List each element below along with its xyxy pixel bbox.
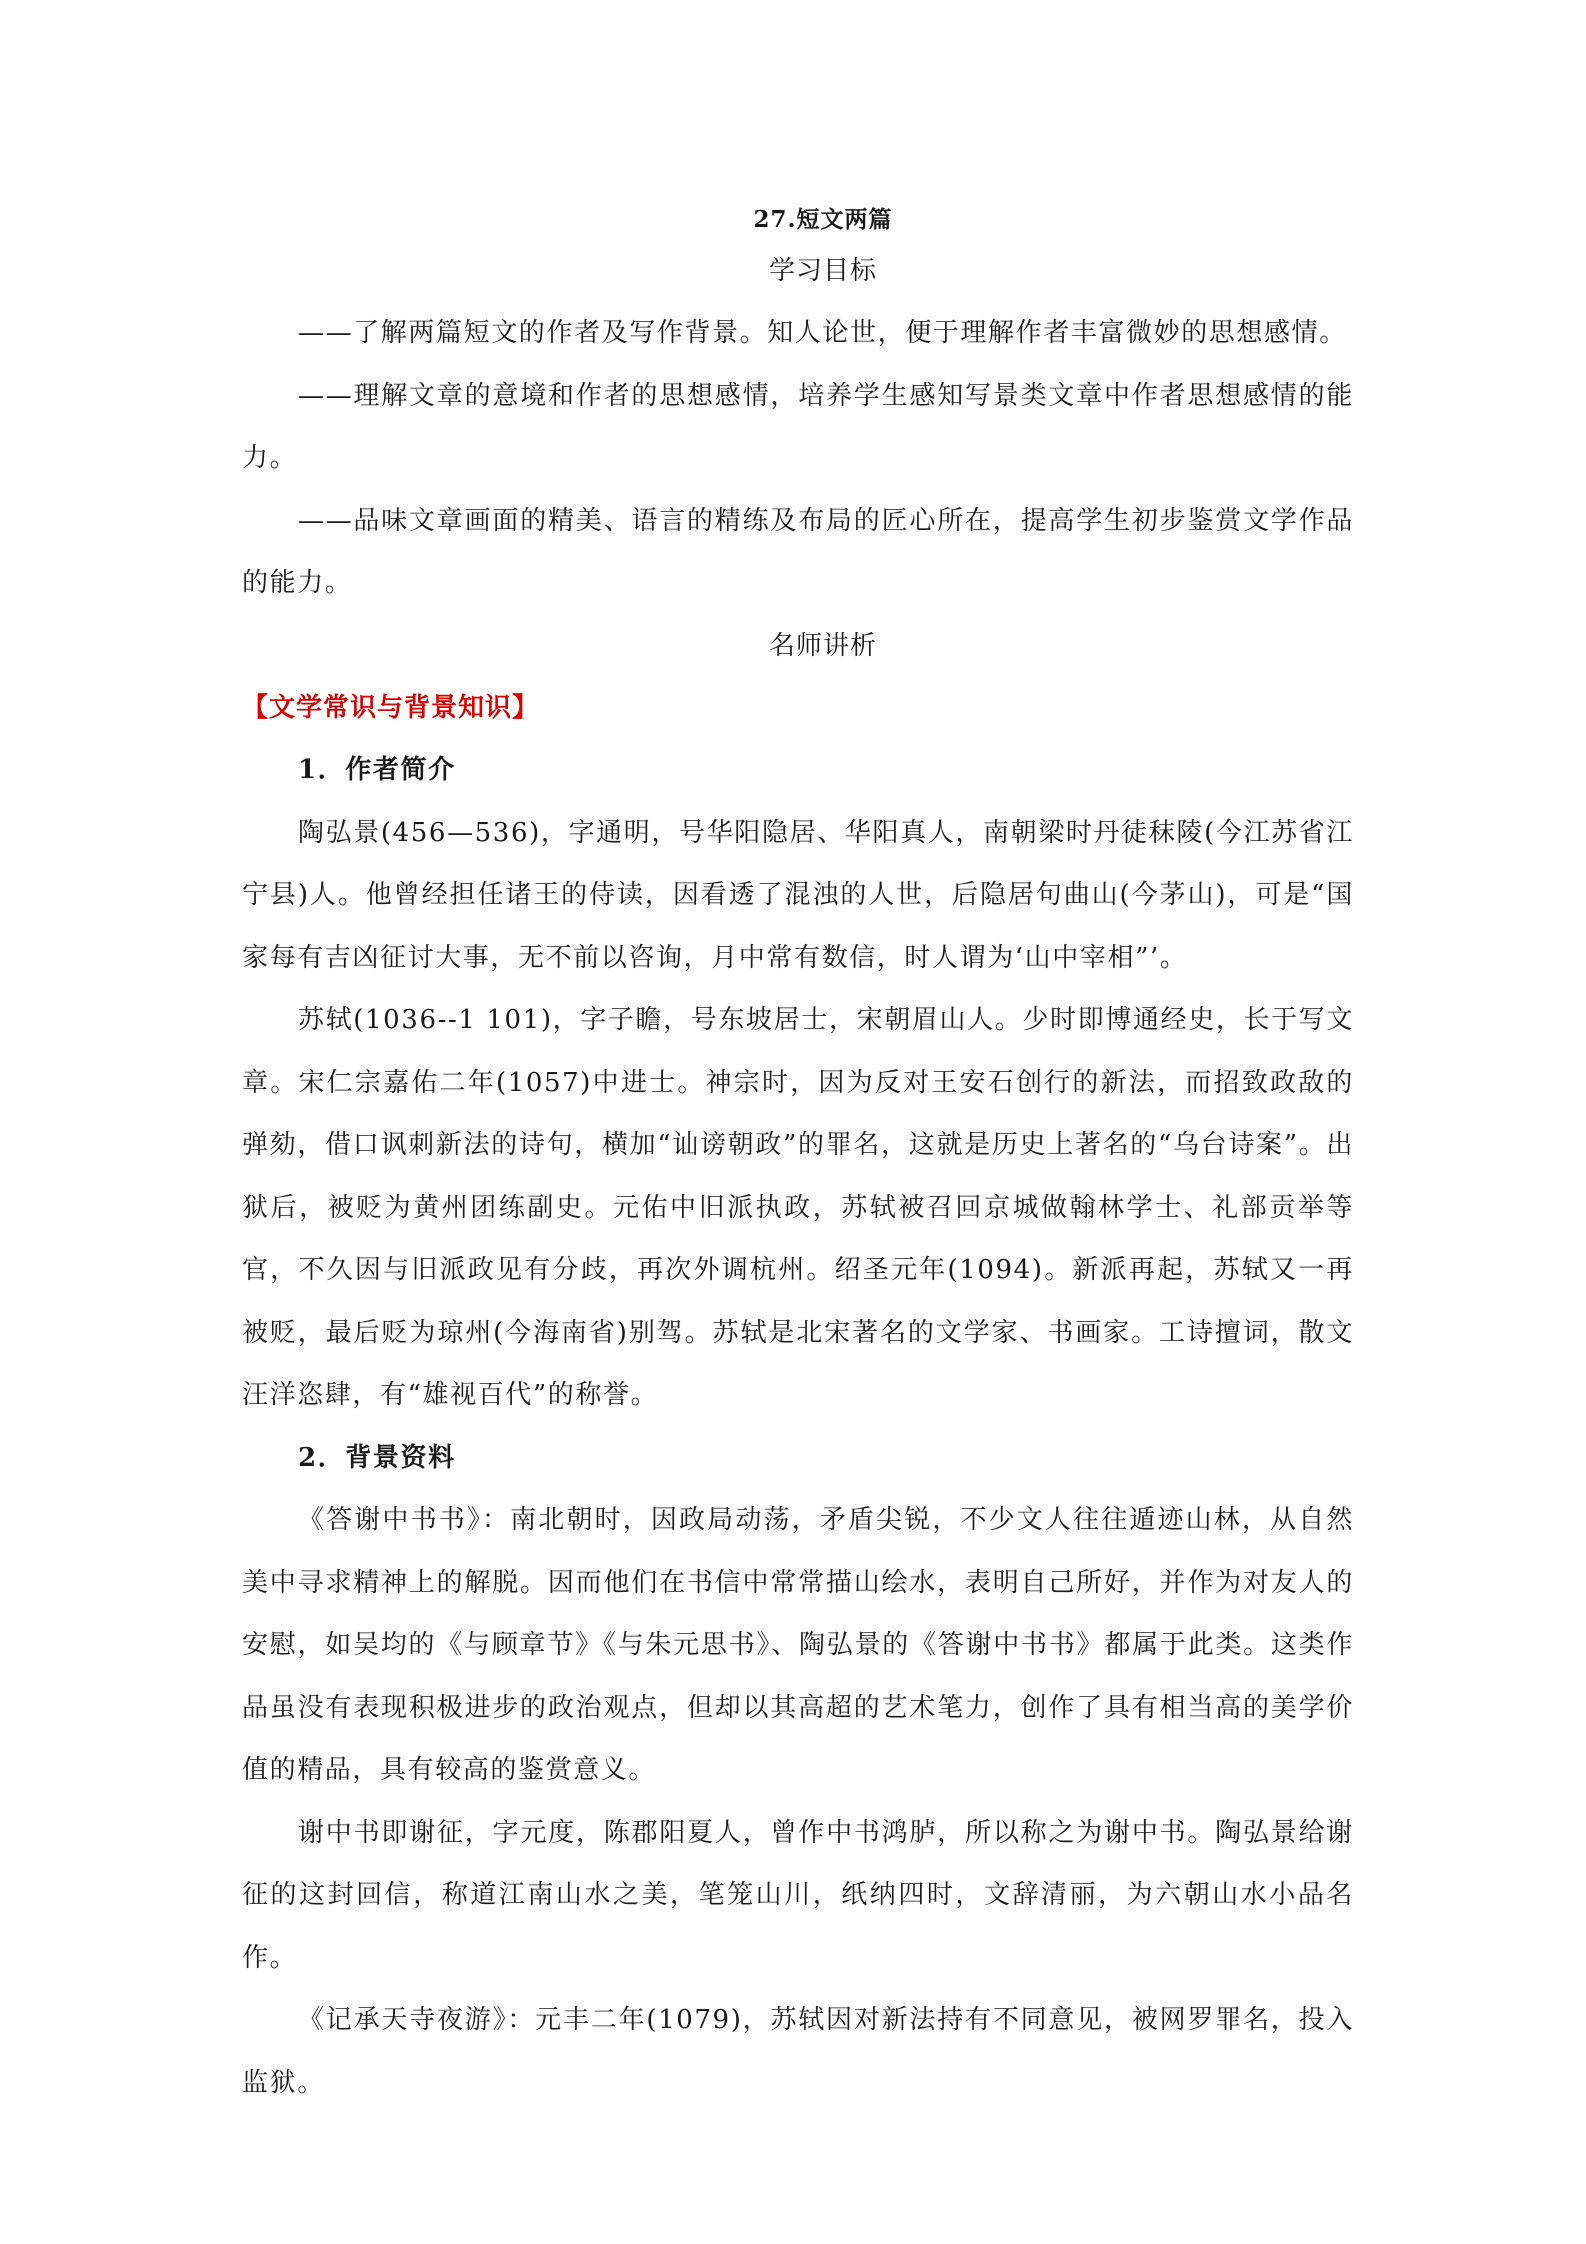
objectives-heading: 学习目标	[768, 256, 877, 286]
objective-item-3: ——品味文章画面的精美、语言的精练及布局的匠心所在，提高学生初步鉴赏文学作品的能力。	[242, 505, 1354, 598]
objective-item-1: ——了解两篇短文的作者及写作背景。知人论世，便于理解作者丰富微妙的思想感情。	[298, 318, 1347, 348]
author-paragraph-su: 苏轼(1036--1 101)，字子瞻，号东坡居士，宋朝眉山人。少时即博通经史，长于写文章。宋仁宗嘉佑二年(1057)中进士。神宗时，因为反对王安石创行的新法，而招致政敌的弹劾，借口讽刺新法的诗句，横加“讪谤朝政”的罪名，这就是历史上著名的“乌台诗案”。出狱后，被贬为黄州团练副史。元佑中旧派执政，苏轼被召回京城做翰林学士、礼部贡举等官，不久因与旧派政见有分歧，再次外调杭州。绍圣元年(1094)。新派再起，苏轼又一再被贬，最后贬为琼州(今海南省)别驾。苏轼是北宋著名的文学家、书画家。工诗擅词，散文汪洋恣肆，有“雄视百代”的称誉。	[242, 1005, 1354, 1410]
section-label: 【文学常识与背景知识】	[242, 692, 540, 723]
background-paragraph-3: 《记承天寺夜游》：元丰二年(1079)，苏轼因对新法持有不同意见，被网罗罪名，投入监狱。	[242, 2005, 1354, 2098]
background-paragraph-2: 谢中书即谢征，字元度，陈郡阳夏人，曾作中书鸿胪，所以称之为谢中书。陶弘景给谢征的这封回信，称道江南山水之美，笔笼山川，纸纳四时，文辞清丽，为六朝山水小品名作。	[242, 1817, 1354, 1973]
lecture-heading: 名师讲析	[768, 630, 877, 661]
background-paragraph-1: 《答谢中书书》：南北朝时，因政局动荡，矛盾尖锐，不少文人往往遁迹山林，从自然美中寻求精神上的解脱。因而他们在书信中常常描山绘水，表明自己所好，并作为对友人的安慰，如吴均的《与顾章节》《与朱元思书》、陶弘景的《答谢中书书》都属于此类。这类作品虽没有表现积极进步的政治观点，但却以其高超的艺术笔力，创作了具有相当高的美学价值的精品，具有较高的鉴赏意义。	[242, 1505, 1354, 1785]
objective-item-2: ——理解文章的意境和作者的思想感情，培养学生感知写景类文章中作者思想感情的能力。	[242, 380, 1354, 473]
background-heading: 2．背景资料	[298, 1442, 456, 1473]
document-body	[242, 200, 1354, 2114]
document-title: 27.短文两篇	[753, 206, 893, 233]
author-paragraph-tao: 陶弘景(456—536)，字通明，号华阳隐居、华阳真人，南朝梁时丹徒秣陵(今江苏省江宁县)人。他曾经担任诸王的侍读，因看透了混浊的人世，后隐居句曲山(今茅山)，可是“国家每有吉凶征讨大事，无不前以咨询，月中常有数信，时人谓为‘山中宰相”’。	[242, 817, 1354, 973]
author-heading: 1．作者简介	[298, 755, 456, 785]
